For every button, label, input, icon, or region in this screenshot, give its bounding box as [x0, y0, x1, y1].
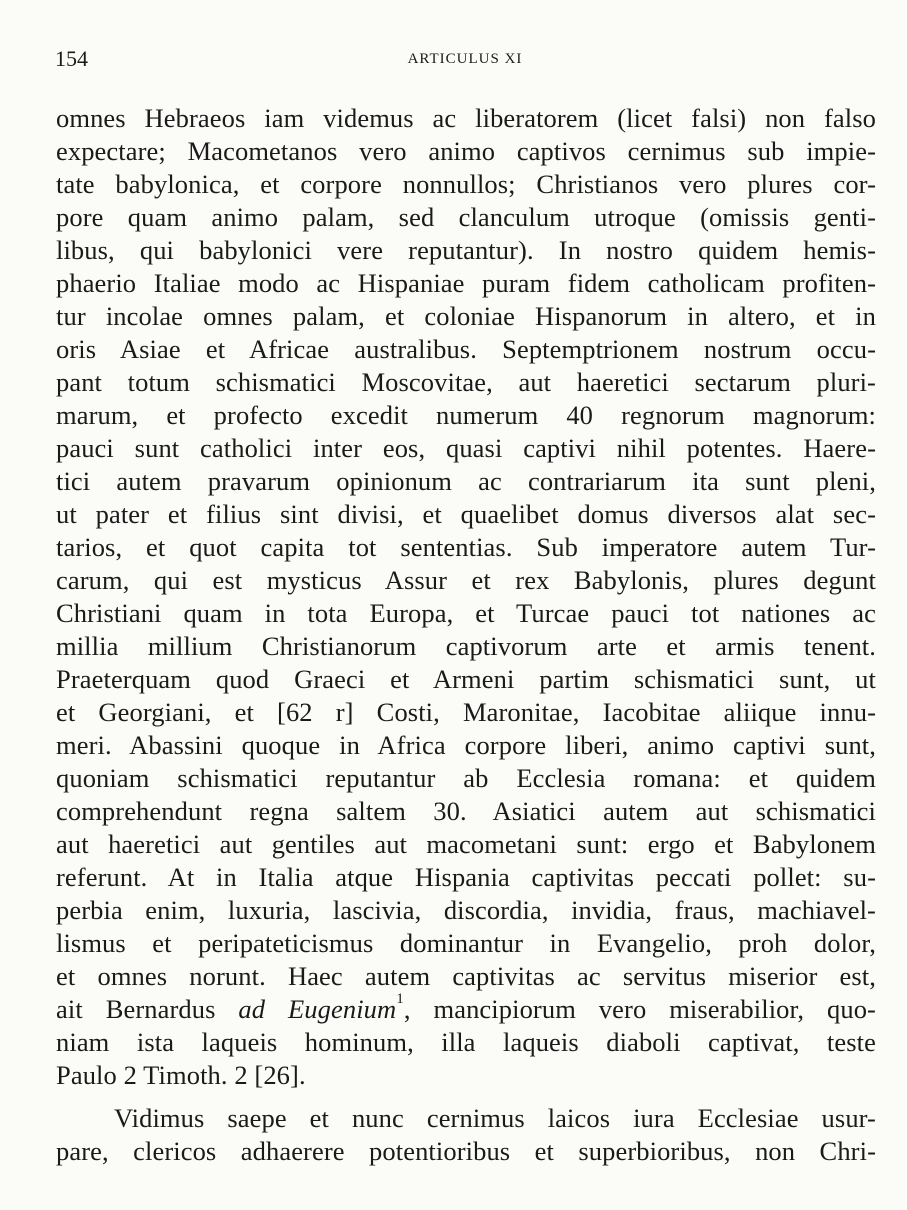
- paragraph-gap: [56, 1092, 876, 1102]
- text-line: omnes Hebraeos iam videmus ac liberatorem (licet falsi) non falso: [56, 103, 876, 133]
- text-line: comprehendunt regna saltem 30. Asiatici autem aut schismatici: [56, 796, 876, 826]
- text-line: aut haeretici aut gentiles aut macometani sunt: ergo et Babylonem: [56, 829, 876, 859]
- text-line: referunt. At in Italia atque Hispania captivitas peccati pollet: su-: [56, 862, 876, 892]
- text-line: niam ista laqueis hominum, illa laqueis diaboli captivat, teste: [56, 1027, 876, 1057]
- text-line: tur incolae omnes palam, et coloniae Hispanorum in altero, et in: [56, 301, 876, 331]
- italic-citation: ad Eugenium: [238, 994, 397, 1024]
- text-line: expectare; Macometanos vero animo captivos cernimus sub impie-: [56, 136, 876, 166]
- text-line: pare, clericos adhaerere potentioribus et superbioribus, non Chri-: [56, 1136, 876, 1166]
- body-text: [56, 102, 876, 1168]
- text-line: perbia enim, luxuria, lascivia, discordia, invidia, fraus, machiavel-: [56, 895, 876, 925]
- text-line: ut pater et filius sint divisi, et quaelibet domus diversos alat sec-: [56, 499, 876, 529]
- text-line: et Georgiani, et [62 r] Costi, Maronitae, Iacobitae aliique innu-: [56, 697, 876, 727]
- text-line: phaerio Italiae modo ac Hispaniae puram fidem catholicam profiten-: [56, 268, 876, 298]
- text-line: pauci sunt catholici inter eos, quasi captivi nihil potentes. Haere-: [56, 433, 876, 463]
- text-line: Christiani quam in tota Europa, et Turcae pauci tot nationes ac: [56, 598, 876, 628]
- page-number: 154: [55, 46, 88, 71]
- text-run: , mancipiorum vero miserabilior, quo-: [403, 994, 876, 1024]
- text-run: ait Bernardus: [56, 994, 239, 1024]
- text-line: Paulo 2 Timoth. 2 [26].: [56, 1060, 306, 1090]
- text-line: oris Asiae et Africae australibus. Septemptrionem nostrum occu-: [56, 334, 876, 364]
- text-line: lismus et peripateticismus dominantur in Evangelio, proh dolor,: [56, 928, 876, 958]
- running-head: ARTICULUS XI: [407, 51, 523, 67]
- text-line: libus, qui babylonici vere reputantur). In nostro quidem hemis-: [56, 235, 876, 265]
- text-line: millia millium Christianorum captivorum arte et armis tenent.: [56, 631, 876, 661]
- text-line: pant totum schismatici Moscovitae, aut haeretici sectarum pluri-: [56, 367, 876, 397]
- text-line: carum, qui est mysticus Assur et rex Babylonis, plures degunt: [56, 565, 876, 595]
- text-line: tate babylonica, et corpore nonnullos; Christianos vero plures cor-: [56, 169, 876, 199]
- text-line: Praeterquam quod Graeci et Armeni partim schismatici sunt, ut: [56, 664, 876, 694]
- text-line: pore quam animo palam, sed clanculum utroque (omissis genti-: [56, 202, 876, 232]
- text-line-with-citation: [56, 993, 876, 1026]
- text-line: meri. Abassini quoque in Africa corpore liberi, animo captivi sunt,: [56, 730, 876, 760]
- page-header: [55, 46, 875, 76]
- footnote-marker: 1: [396, 991, 404, 1007]
- text-line: quoniam schismatici reputantur ab Ecclesia romana: et quidem: [56, 763, 876, 793]
- text-line: marum, et profecto excedit numerum 40 regnorum magnorum:: [56, 400, 876, 430]
- text-line: Vidimus saepe et nunc cernimus laicos iura Ecclesiae usur-: [114, 1103, 876, 1133]
- text-line: tarios, et quot capita tot sententias. Sub imperatore autem Tur-: [56, 532, 876, 562]
- text-line: tici autem pravarum opinionum ac contrariarum ita sunt pleni,: [56, 466, 876, 496]
- text-line: et omnes norunt. Haec autem captivitas ac servitus miserior est,: [56, 961, 876, 991]
